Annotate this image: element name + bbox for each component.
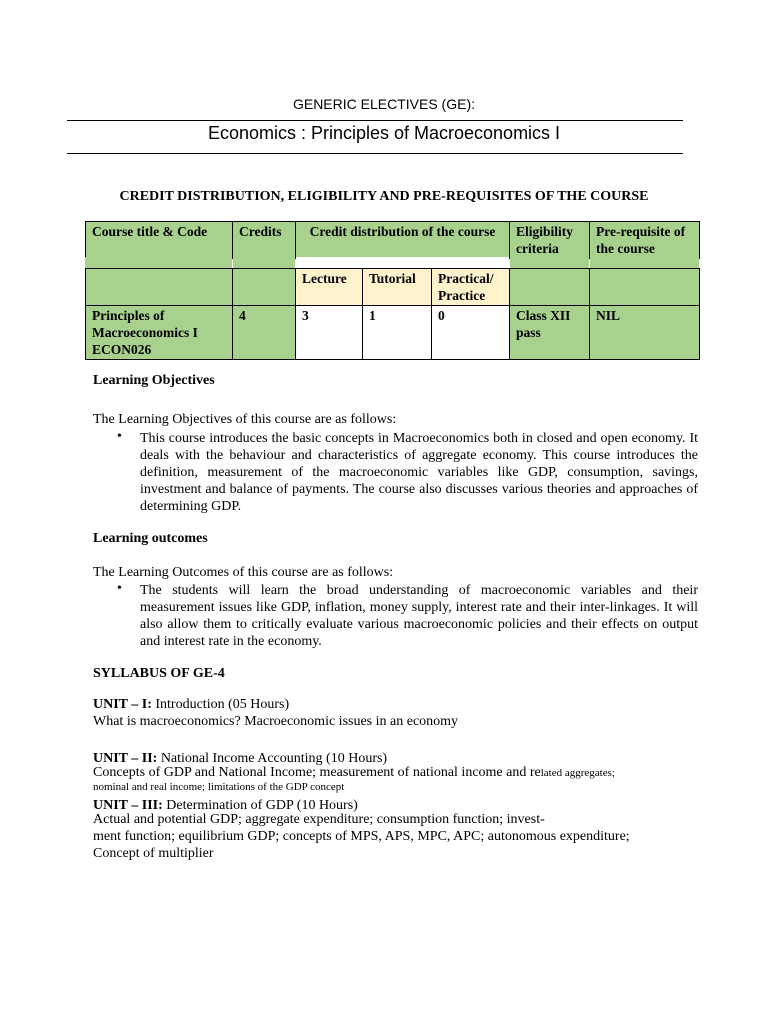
bullet-icon: •	[117, 581, 122, 596]
col-credits: Credits	[233, 222, 296, 259]
generic-electives-heading: GENERIC ELECTIVES (GE):	[292, 96, 476, 112]
unit-3-title: UNIT – III: Determination of GDP (10 Hours)	[93, 798, 358, 813]
table-gap	[85, 257, 699, 268]
learning-objectives-heading: Learning Objectives	[93, 373, 215, 388]
learning-outcomes-intro: The Learning Outcomes of this course are as follows:	[93, 565, 394, 580]
syllabus-heading: SYLLABUS OF GE-4	[93, 666, 225, 681]
col-credit-distribution: Credit distribution of the course	[296, 222, 510, 259]
learning-objectives-intro: The Learning Objectives of this course are as follows:	[93, 412, 397, 427]
credits-value: 4	[233, 306, 296, 360]
tutorial-value: 1	[363, 306, 432, 360]
unit-2-text-cont: nominal and real income; limitations of the GDP concept	[93, 781, 345, 793]
unit-1-text: What is macroeconomics? Macroeconomic issues in an economy	[93, 714, 459, 729]
sub-lecture: Lecture	[296, 269, 363, 306]
unit-1-title: UNIT – I: Introduction (05 Hours)	[93, 697, 290, 712]
unit-2-text: Concepts of GDP and National Income; measurement of national income and related aggregates;	[93, 765, 615, 780]
eligibility-value: Class XII pass	[510, 306, 590, 360]
col-course-title: Course title & Code	[86, 222, 233, 259]
credit-section-heading: CREDIT DISTRIBUTION, ELIGIBILITY AND PRE-REQUISITES OF THE COURSE	[119, 189, 649, 204]
unit-3-line-2: ment function; equilibrium GDP; concepts of MPS, APS, MPC, APC; autonomous expenditure;	[93, 829, 630, 844]
col-eligibility: Eligibility criteria	[510, 222, 590, 259]
sub-tutorial: Tutorial	[363, 269, 432, 306]
bullet-icon: •	[117, 429, 122, 444]
prerequisite-value: NIL	[590, 306, 700, 360]
unit-3-line-3: Concept of multiplier	[93, 846, 214, 861]
sub-practical: Practical/ Practice	[432, 269, 510, 306]
top-rule	[67, 120, 683, 121]
credit-table-body	[85, 268, 700, 360]
practical-value: 0	[432, 306, 510, 360]
bottom-rule	[67, 153, 683, 154]
col-prerequisite: Pre-requisite of the course	[590, 222, 700, 259]
course-title: Economics : Principles of Macroeconomics I	[207, 123, 561, 143]
credit-table-header	[85, 221, 700, 259]
lecture-value: 3	[296, 306, 363, 360]
learning-outcomes-heading: Learning outcomes	[93, 531, 208, 546]
unit-2-title: UNIT – II: National Income Accounting (10 Hours)	[93, 751, 388, 766]
learning-objectives-bullet: This course introduces the basic concepts in Macroeconomics both in closed and open economy. It deals with the behaviour and characteristics of aggregate economy. This course introduces the definition, measurement of the macroeconomic variables like GDP, consumption, savings, investment and balance of payments. The course also discusses various theories and approaches of determining GDP.	[140, 431, 698, 514]
course-name-cell: Principles of Macroeconomics I ECON026	[86, 306, 233, 360]
unit-3-line-1: Actual and potential GDP; aggregate expenditure; consumption function; invest-	[93, 812, 545, 827]
learning-outcomes-bullet: The students will learn the broad understanding of macroeconomic variables and their measurement issues like GDP, inflation, money supply, interest rate and their inter-linkages. It will also allow them to critically evaluate various macroeconomic policies and their effects on output and interest rate in the economy.	[140, 583, 698, 649]
